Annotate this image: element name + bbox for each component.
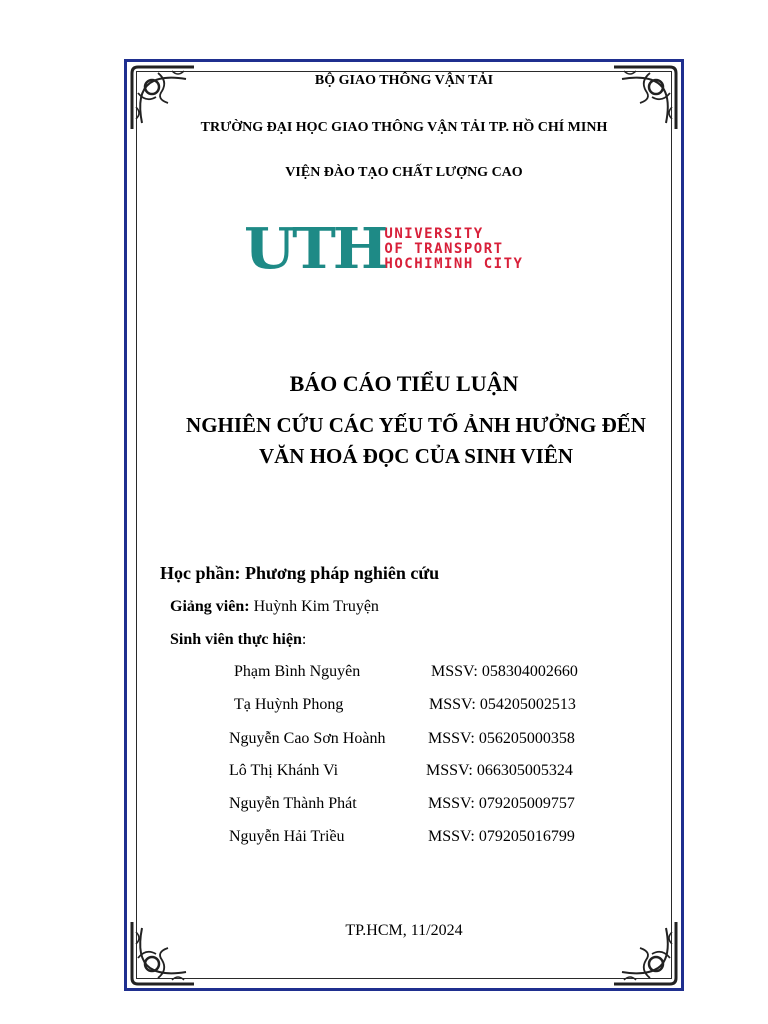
student-id: MSSV: 079205009757 bbox=[428, 795, 575, 812]
student-name: Nguyễn Cao Sơn Hoành bbox=[229, 730, 386, 747]
student-id: MSSV: 079205016799 bbox=[428, 828, 575, 845]
university-logo bbox=[244, 216, 580, 282]
student-id: MSSV: 056205000358 bbox=[428, 730, 575, 747]
course-label: Học phần: Phương pháp nghiên cứu bbox=[160, 563, 440, 583]
logo-line-3: HOCHIMINH CITY bbox=[384, 255, 524, 272]
logo-line-2: OF TRANSPORT bbox=[384, 240, 504, 257]
report-title-line-1: NGHIÊN CỨU CÁC YẾU TỐ ẢNH HƯỞNG ĐẾN bbox=[186, 413, 646, 437]
report-type: BÁO CÁO TIỂU LUẬN bbox=[289, 371, 519, 396]
students-colon: : bbox=[301, 631, 307, 648]
institute-name: VIỆN ĐÀO TẠO CHẤT LƯỢNG CAO bbox=[285, 165, 523, 180]
lecturer-label: Giảng viên: bbox=[170, 598, 250, 615]
student-name: Nguyễn Hải Triều bbox=[229, 828, 345, 845]
student-name: Phạm Bình Nguyên bbox=[234, 663, 361, 680]
ministry-name: BỘ GIAO THÔNG VẬN TẢI bbox=[314, 73, 494, 88]
page-border bbox=[124, 59, 684, 991]
students-label: Sinh viên thực hiện bbox=[170, 631, 302, 648]
lecturer-line bbox=[170, 598, 379, 616]
place-date: TP.HCM, 11/2024 bbox=[345, 922, 463, 939]
student-id: MSSV: 058304002660 bbox=[431, 663, 578, 680]
lecturer-name: Huỳnh Kim Truyện bbox=[249, 598, 379, 615]
inner-border bbox=[136, 71, 672, 979]
student-name: Nguyễn Thành Phát bbox=[229, 795, 357, 812]
student-name: Lô Thị Khánh Vi bbox=[229, 762, 339, 779]
student-name: Tạ Huỳnh Phong bbox=[234, 696, 344, 713]
students-heading bbox=[170, 631, 306, 649]
student-id: MSSV: 054205002513 bbox=[429, 696, 576, 713]
student-id: MSSV: 066305005324 bbox=[426, 762, 573, 779]
report-title-line-2: VĂN HOÁ ĐỌC CỦA SINH VIÊN bbox=[258, 444, 574, 468]
logo-line-1: UNIVERSITY bbox=[384, 225, 484, 242]
university-name: TRƯỜNG ĐẠI HỌC GIAO THÔNG VẬN TẢI TP. HỒ CHÍ MINH bbox=[200, 120, 608, 135]
logo-wordmark bbox=[384, 227, 523, 272]
logo-mark: UTH bbox=[244, 216, 386, 282]
